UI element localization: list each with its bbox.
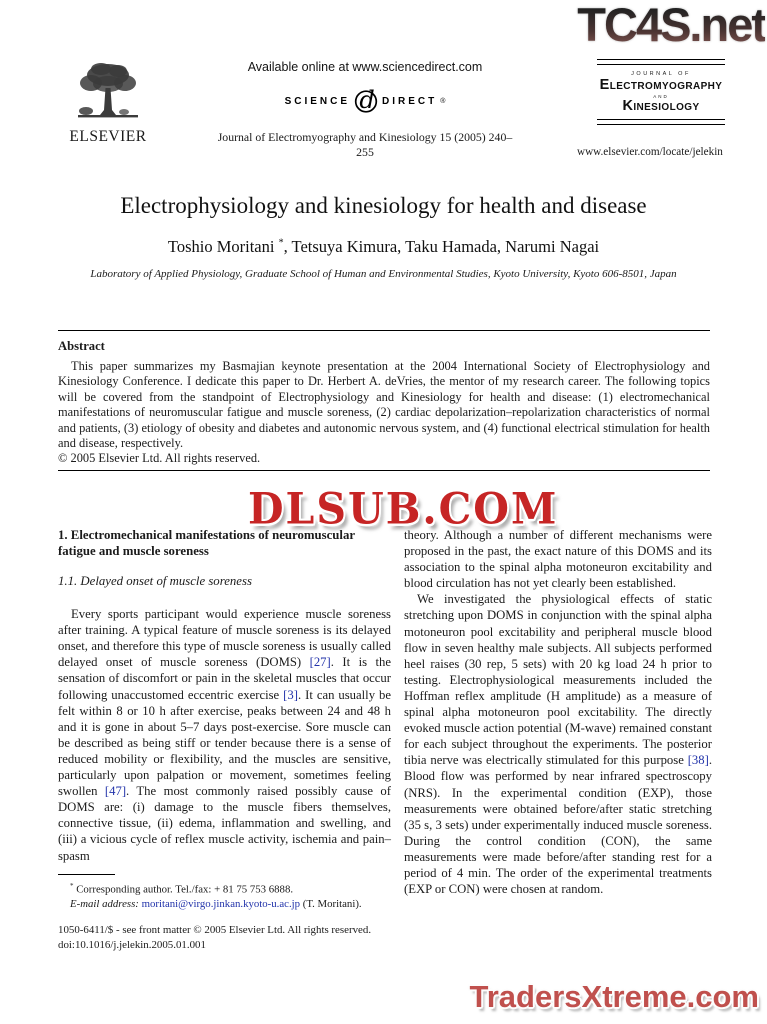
sciencedirect-science-text: SCIENCE	[284, 96, 351, 107]
superscript-marker: *	[70, 882, 74, 890]
journal-homepage-url: www.elsevier.com/locate/jelekin	[577, 146, 723, 158]
watermark-dlsub: DLSUB.COM	[248, 483, 559, 535]
left-column	[58, 527, 391, 864]
elsevier-logo	[68, 60, 148, 146]
doi-line: doi:10.1016/j.jelekin.2005.01.001	[58, 939, 206, 951]
available-online-text: Available online at www.sciencedirect.com	[247, 60, 483, 74]
email-link[interactable]: moritani@virgo.jinkan.kyoto-u.ac.jp	[141, 898, 301, 911]
journal-logo-electromyography: ELECTROMYOGRAPHY	[599, 77, 723, 93]
right-column-paragraph-2: We investigated the physiological effects of static stretching upon DOMS in conjunction with the spinal alpha motoneuron pool excitability and peripheral muscle blood flow in seven healthy male subjects. All subjects performed heel raises (30 rep, 5 sets) with 20 kg load 24 h prior to testing. Electrophysiological measurements included the Hoffman reflex amplitude (H amplitude) as a measure of spinal alpha motoneuron pool excitability. The directly evoked muscle action potential (M-wave) remained constant for each subject throughout the experiments. The posterior tibia nerve was electrically stimulated for this purpose [38]. Blood flow was performed by near infrared spectroscopy (NRS). In the experimental condition (EXP), those measurements were obtained before/after static stretching (35 s, 3 sets) under experimentally induced muscle soreness. During the control condition (CON), the same measurements were made before/after standing rest for a period of 4 min. The order of the experimental treatments (EXP or CON) were chosen at random.	[404, 592, 712, 897]
superscript-marker: *	[278, 237, 284, 249]
section-1-heading: 1. Electromechanical manifestations of neuromuscular fatigue and muscle soreness	[58, 528, 355, 558]
sciencedirect-direct-text: DIRECT	[382, 96, 438, 107]
header-center	[210, 60, 520, 160]
journal-logo-kinesiology: KINESIOLOGY	[622, 98, 700, 114]
left-column-paragraph: Every sports participant would experience muscle soreness after training. A typical feature of muscle soreness is its delayed onset, and therefore this type of muscle soreness is usually called delayed onset of muscle soreness (DOMS) [27]. It is the sensation of discomfort or pain in the skeletal muscles that occur following unaccustomed eccentric exercise [3]. It can usually be felt within 8 or 10 h after exercise, peaks between 24 and 48 h and it is gone in about 5–7 days post-exercise. Sore muscle can be described as being stiff or tender because there is a sense of reduced mobility or flexibility, and the muscles are sensitive, particularly upon palpation or movement, sometimes feeling swollen [47]. The most commonly raised possibly cause of DOMS are: (i) damage to the muscle fibers themselves, connective tissue, (ii) edema, inflammation and swelling, and (iii) a vicious cycle of reflex muscle activity, ischemia and pain–spasm	[58, 607, 392, 863]
corresponding-author-note: * Corresponding author. Tel./fax: + 81 75 753 6888.	[70, 882, 294, 896]
abstract-copyright: © 2005 Elsevier Ltd. All rights reserved.	[58, 451, 261, 466]
svg-text:d: d	[359, 86, 375, 114]
elsevier-tree-icon	[72, 109, 144, 126]
abstract-heading: Abstract	[58, 339, 105, 353]
double-rule-bottom	[597, 119, 725, 125]
elsevier-wordmark: ELSEVIER	[69, 128, 147, 145]
imprint	[58, 923, 418, 953]
footnote	[58, 874, 394, 912]
journal-citation-line: Journal of Electromyography and Kinesiology 15 (2005) 240–255	[217, 130, 513, 159]
emphasized-label: E-mail address:	[70, 898, 139, 911]
citation-ref[interactable]: [27]	[309, 655, 331, 670]
abstract-bottom-rule	[58, 470, 710, 471]
citation-ref[interactable]: [3]	[283, 687, 298, 702]
abstract-top-rule	[58, 330, 710, 331]
sciencedirect-d-icon	[353, 84, 379, 119]
footnote-rule	[58, 874, 115, 875]
watermark-tc4s: TC4S.net	[577, 0, 765, 51]
affiliation: Laboratory of Applied Physiology, Graduate School of Human and Environmental Studies, Kyoto University, Kyoto 606-8501, Japan	[90, 268, 677, 280]
article-title: Electrophysiology and kinesiology for health and disease	[120, 193, 647, 218]
journal-logo-and: AND	[653, 94, 669, 99]
right-column-paragraph-1: theory. Although a number of different mechanisms were proposed in the past, the exact nature of this DOMS and its association to the spinal alpha motoneuron excitability and blood circulation has not yet clearly been established.	[404, 528, 712, 591]
abstract-body	[58, 359, 710, 467]
registered-mark: ®	[440, 98, 446, 105]
right-column	[404, 527, 712, 897]
issn-copyright-line: 1050-6411/$ - see front matter © 2005 Elsevier Ltd. All rights reserved.	[58, 924, 372, 936]
watermark-tradersxtreme: TradersXtreme.com	[469, 979, 759, 1014]
citation-ref[interactable]: [38]	[687, 753, 709, 768]
author-list: Toshio Moritani *, Tetsuya Kimura, Taku Hamada, Narumi Nagai	[167, 237, 600, 256]
abstract-text: This paper summarizes my Basmajian keynote presentation at the 2004 International Society of Electrophysiology and Kinesiology Conference. I dedicate this paper to Dr. Herbert A. deVries, the mentor of my research career. The following topics will be covered from the standpoint of Electrophysiology and Kinesiology for health and disease: (1) electromechanical manifestations of neuromuscular fatigue and muscle soreness, (2) cardiac depolarization–repolarization characteristics of normal and patients, (3) etiology of obesity and diabetes and autonomic nervous system, and (4) functional electrical stimulation for health and disease, respectively.	[58, 359, 710, 451]
sciencedirect-logo	[210, 84, 520, 119]
email-note: E-mail address: moritani@virgo.jinkan.kyoto-u.ac.jp (T. Moritani).	[70, 898, 362, 911]
journal-of-label: JOURNAL OF	[631, 71, 691, 77]
citation-ref[interactable]: [47]	[104, 784, 127, 799]
journal-logo	[597, 59, 725, 125]
section-1-1-heading: 1.1. Delayed onset of muscle soreness	[58, 574, 252, 588]
